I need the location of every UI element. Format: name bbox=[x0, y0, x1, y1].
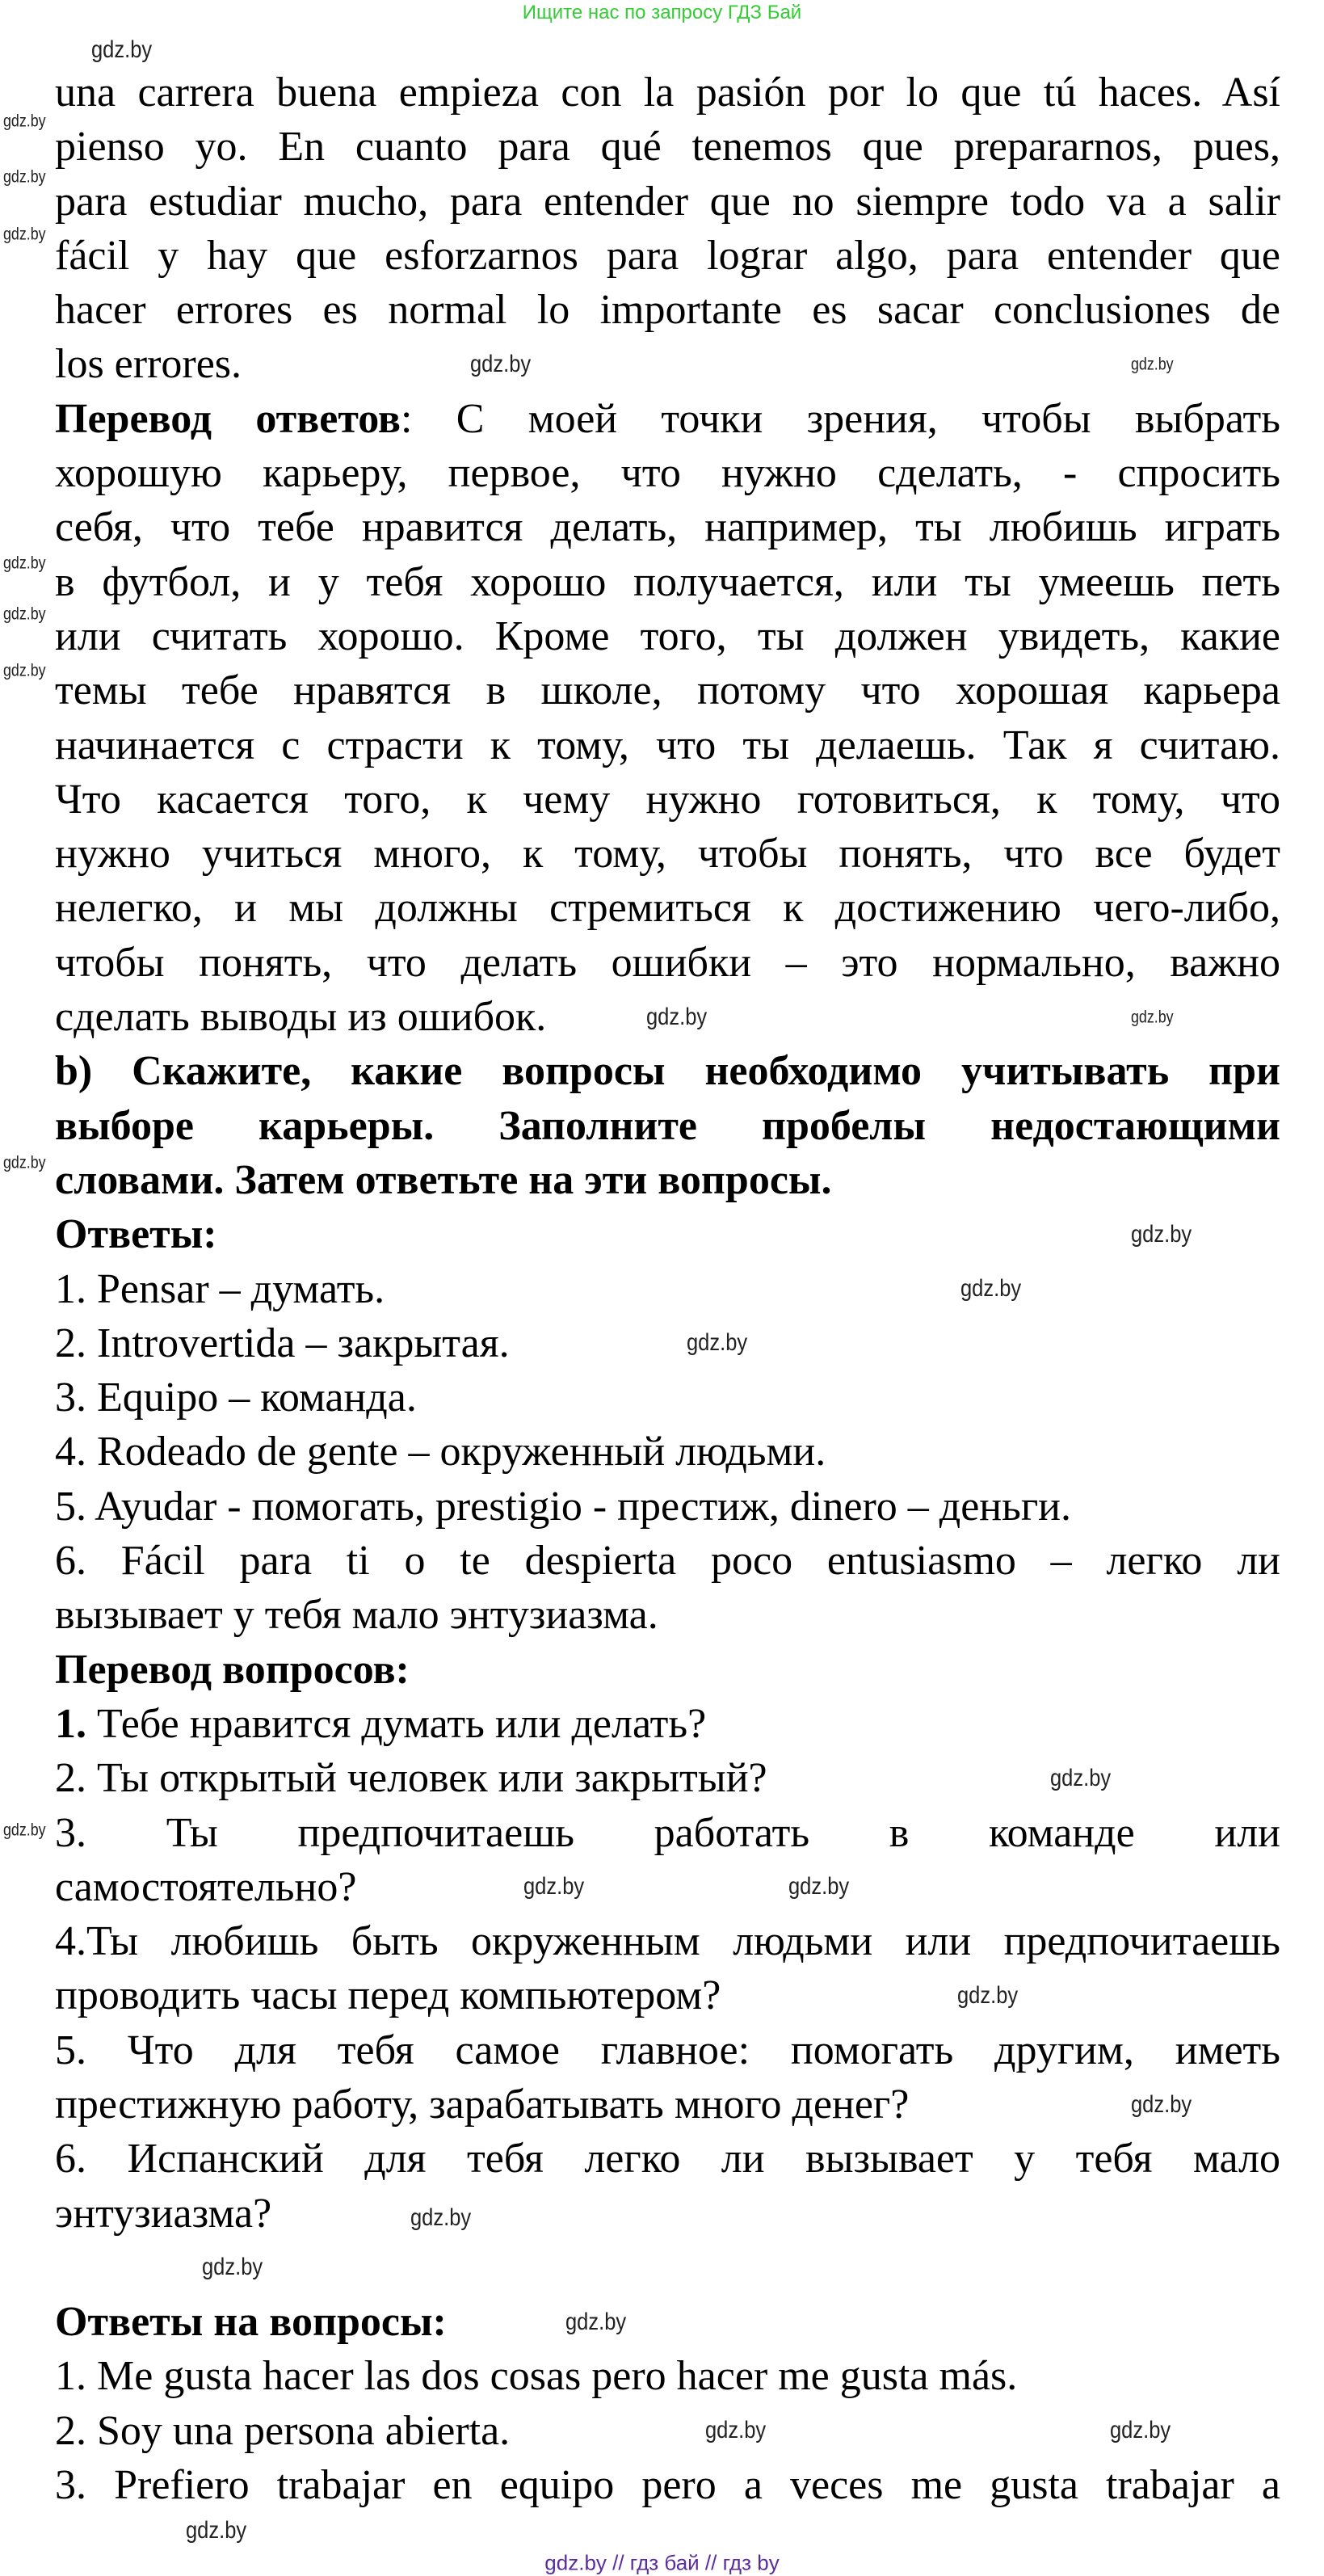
line-text: или считать хорошо. Кроме того, ты должен увидеть, какие bbox=[55, 612, 1280, 659]
watermark: gdz.by bbox=[3, 661, 46, 680]
text-line bbox=[55, 229, 1280, 283]
text-line bbox=[55, 1262, 1280, 1316]
watermark: gdz.by bbox=[3, 225, 46, 244]
watermark: gdz.by bbox=[410, 2204, 472, 2231]
watermark: gdz.by bbox=[1110, 2417, 1171, 2443]
watermark: gdz.by bbox=[3, 1153, 46, 1172]
text-line bbox=[55, 2023, 1280, 2077]
text-line bbox=[55, 1480, 1280, 1534]
text-line bbox=[55, 1044, 1280, 1098]
line-text: нужно учиться много, к тому, чтобы понять, что все будет bbox=[55, 831, 1280, 878]
watermark: gdz.by bbox=[1131, 1221, 1192, 1248]
line-text: pienso yo. En cuanto para qué tenemos que prepararnos, pues, bbox=[55, 124, 1280, 170]
text-line bbox=[55, 1534, 1280, 1588]
bold-heading-text: Ответы: bbox=[55, 1211, 217, 1258]
line-text: 3. Equipo – команда. bbox=[55, 1374, 417, 1421]
line-text: 5. Что для тебя самое главное: помогать другим, иметь bbox=[55, 2027, 1280, 2073]
watermark: gdz.by bbox=[788, 1873, 850, 1900]
watermark: gdz.by bbox=[687, 1329, 748, 1356]
watermark: gdz.by bbox=[202, 2254, 263, 2280]
text-line bbox=[55, 283, 1280, 337]
line-text: престижную работу, зарабатывать много денег? bbox=[55, 2081, 910, 2128]
bold-heading-text: Перевод ответов bbox=[55, 395, 401, 442]
text-line bbox=[55, 772, 1280, 827]
watermark: gdz.by bbox=[3, 167, 46, 187]
text-line bbox=[55, 175, 1280, 229]
watermark: gdz.by bbox=[186, 2517, 247, 2544]
watermark: gdz.by bbox=[1131, 1008, 1174, 1027]
watermark: gdz.by bbox=[3, 554, 46, 573]
line-text: 2. Ты открытый человек или закрытый? bbox=[55, 1755, 767, 1802]
text-line bbox=[55, 1643, 1280, 1697]
text-line bbox=[55, 1316, 1280, 1370]
line-text: нелегко, и мы должны стремиться к достижению чего-либо, bbox=[55, 885, 1280, 932]
text-line bbox=[55, 392, 1280, 446]
text-line bbox=[55, 2187, 1280, 2241]
bold-heading-text: Ответы на вопросы: bbox=[55, 2299, 447, 2346]
text-line bbox=[55, 1370, 1280, 1425]
text-line bbox=[55, 1914, 1280, 1968]
line-text: 3. Prefiero trabajar en equipo pero a veces me gusta trabajar a bbox=[55, 2462, 1280, 2509]
line-text: 4. Rodeado de gente – окруженный людьми. bbox=[55, 1429, 826, 1475]
line-text: 2. Introvertida – закрытая. bbox=[55, 1320, 510, 1366]
text-line bbox=[55, 1968, 1280, 2022]
text-line bbox=[55, 1207, 1280, 1261]
text-line bbox=[55, 2132, 1280, 2186]
document-body bbox=[55, 65, 1280, 2512]
watermark: gdz.by bbox=[565, 2309, 627, 2335]
watermark: gdz.by bbox=[91, 36, 153, 63]
text-line bbox=[55, 2404, 1280, 2458]
text-line bbox=[55, 1588, 1280, 1642]
line-text: проводить часы перед компьютером? bbox=[55, 1972, 721, 2019]
line-text: чтобы понять, что делать ошибки – это нормально, важно bbox=[55, 939, 1280, 986]
site-banner[interactable]: Ищите нас по запросу ГДЗ Бай bbox=[522, 2, 802, 23]
bold-heading-text: словами. Затем ответьте на эти вопросы. bbox=[55, 1156, 832, 1203]
line-text: в футбол, и у тебя хорошо получается, или ты умеешь петь bbox=[55, 558, 1280, 605]
text-line bbox=[55, 446, 1280, 500]
line-text: энтузиазма? bbox=[55, 2190, 272, 2237]
line-text: 3. Ты предпочитаешь работать в команде или bbox=[55, 1809, 1280, 1856]
watermark: gdz.by bbox=[646, 1004, 708, 1030]
line-text: 1. Me gusta hacer las dos cosas pero hacer me gusta más. bbox=[55, 2353, 1018, 2400]
line-text: 6. Fácil para ti o te despierta poco entusiasmo – легко ли bbox=[55, 1538, 1280, 1585]
line-text: 4.Ты любишь быть окруженным людьми или предпочитаешь bbox=[55, 1918, 1280, 1965]
text-line bbox=[55, 827, 1280, 881]
text-line bbox=[55, 881, 1280, 935]
text-line bbox=[55, 936, 1280, 990]
watermark: gdz.by bbox=[523, 1873, 585, 1900]
line-text: 5. Ayudar - помогать, prestigio - престиж, dinero – деньги. bbox=[55, 1483, 1072, 1530]
watermark: gdz.by bbox=[1050, 1765, 1112, 1791]
line-text: вызывает у тебя мало энтузиазма. bbox=[55, 1592, 658, 1639]
line-text: 1. Pensar – думать. bbox=[55, 1265, 385, 1312]
line-text: fácil y hay que esforzarnos para lograr algo, para entender que bbox=[55, 232, 1280, 279]
text-line bbox=[55, 337, 1280, 391]
line-text: para estudiar mucho, para entender que no siempre todo va a salir bbox=[55, 178, 1280, 225]
watermark: gdz.by bbox=[705, 2417, 767, 2443]
text-line bbox=[55, 500, 1280, 554]
line-text: hacer errores es normal lo importante es sacar conclusiones de bbox=[55, 287, 1280, 334]
text-line bbox=[55, 718, 1280, 772]
line-text: : С моей точки зрения, чтобы выбрать bbox=[401, 395, 1281, 442]
watermark: gdz.by bbox=[3, 1820, 46, 1840]
text-line bbox=[55, 2458, 1280, 2512]
text-line bbox=[55, 1425, 1280, 1479]
line-text: хорошую карьеру, первое, что нужно сделать, - спросить bbox=[55, 450, 1280, 497]
bold-heading-text: 1. bbox=[55, 1700, 86, 1747]
line-text: 2. Soy una persona abierta. bbox=[55, 2407, 511, 2454]
line-text: los errores. bbox=[55, 341, 242, 388]
line-text: 6. Испанский для тебя легко ли вызывает у тебя мало bbox=[55, 2136, 1280, 2182]
watermark: gdz.by bbox=[3, 604, 46, 624]
site-footer-links[interactable]: gdz.by // гдз бай // гдз by bbox=[544, 2550, 780, 2575]
bold-heading-text: Перевод вопросов: bbox=[55, 1646, 410, 1693]
line-text: себя, что тебе нравится делать, например, ты любишь играть bbox=[55, 504, 1280, 551]
text-line bbox=[55, 120, 1280, 174]
bold-heading-text: выборе карьеры. Заполните пробелы недостающими bbox=[55, 1102, 1280, 1149]
watermark: gdz.by bbox=[470, 351, 532, 377]
text-line bbox=[55, 1153, 1280, 1207]
text-line bbox=[55, 65, 1280, 120]
bold-heading-text: b) Скажите, какие вопросы необходимо учитывать при bbox=[55, 1048, 1280, 1095]
text-line bbox=[55, 1099, 1280, 1153]
text-line bbox=[55, 1860, 1280, 1914]
watermark: gdz.by bbox=[960, 1275, 1022, 1302]
line-text: темы тебе нравятся в школе, потому что хорошая карьера bbox=[55, 667, 1280, 714]
text-line bbox=[55, 2295, 1280, 2349]
line-text: una carrera buena empieza con la pasión por lo que tú haces. Así bbox=[55, 69, 1280, 116]
text-line bbox=[55, 2077, 1280, 2132]
watermark: gdz.by bbox=[957, 1982, 1019, 2009]
watermark: gdz.by bbox=[1131, 355, 1174, 374]
text-line bbox=[55, 2349, 1280, 2403]
text-line bbox=[55, 555, 1280, 609]
text-line bbox=[55, 1697, 1280, 1751]
watermark: gdz.by bbox=[3, 112, 46, 131]
line-text: Тебе нравится думать или делать? bbox=[86, 1700, 707, 1747]
text-line bbox=[55, 1806, 1280, 1860]
watermark: gdz.by bbox=[1131, 2091, 1192, 2118]
text-line bbox=[55, 663, 1280, 718]
line-text: сделать выводы из ошибок. bbox=[55, 994, 547, 1041]
line-text: самостоятельно? bbox=[55, 1863, 357, 1910]
line-text: Что касается того, к чему нужно готовиться, к тому, что bbox=[55, 776, 1280, 823]
text-line bbox=[55, 609, 1280, 663]
line-text: начинается с страсти к тому, что ты делаешь. Так я считаю. bbox=[55, 722, 1280, 768]
